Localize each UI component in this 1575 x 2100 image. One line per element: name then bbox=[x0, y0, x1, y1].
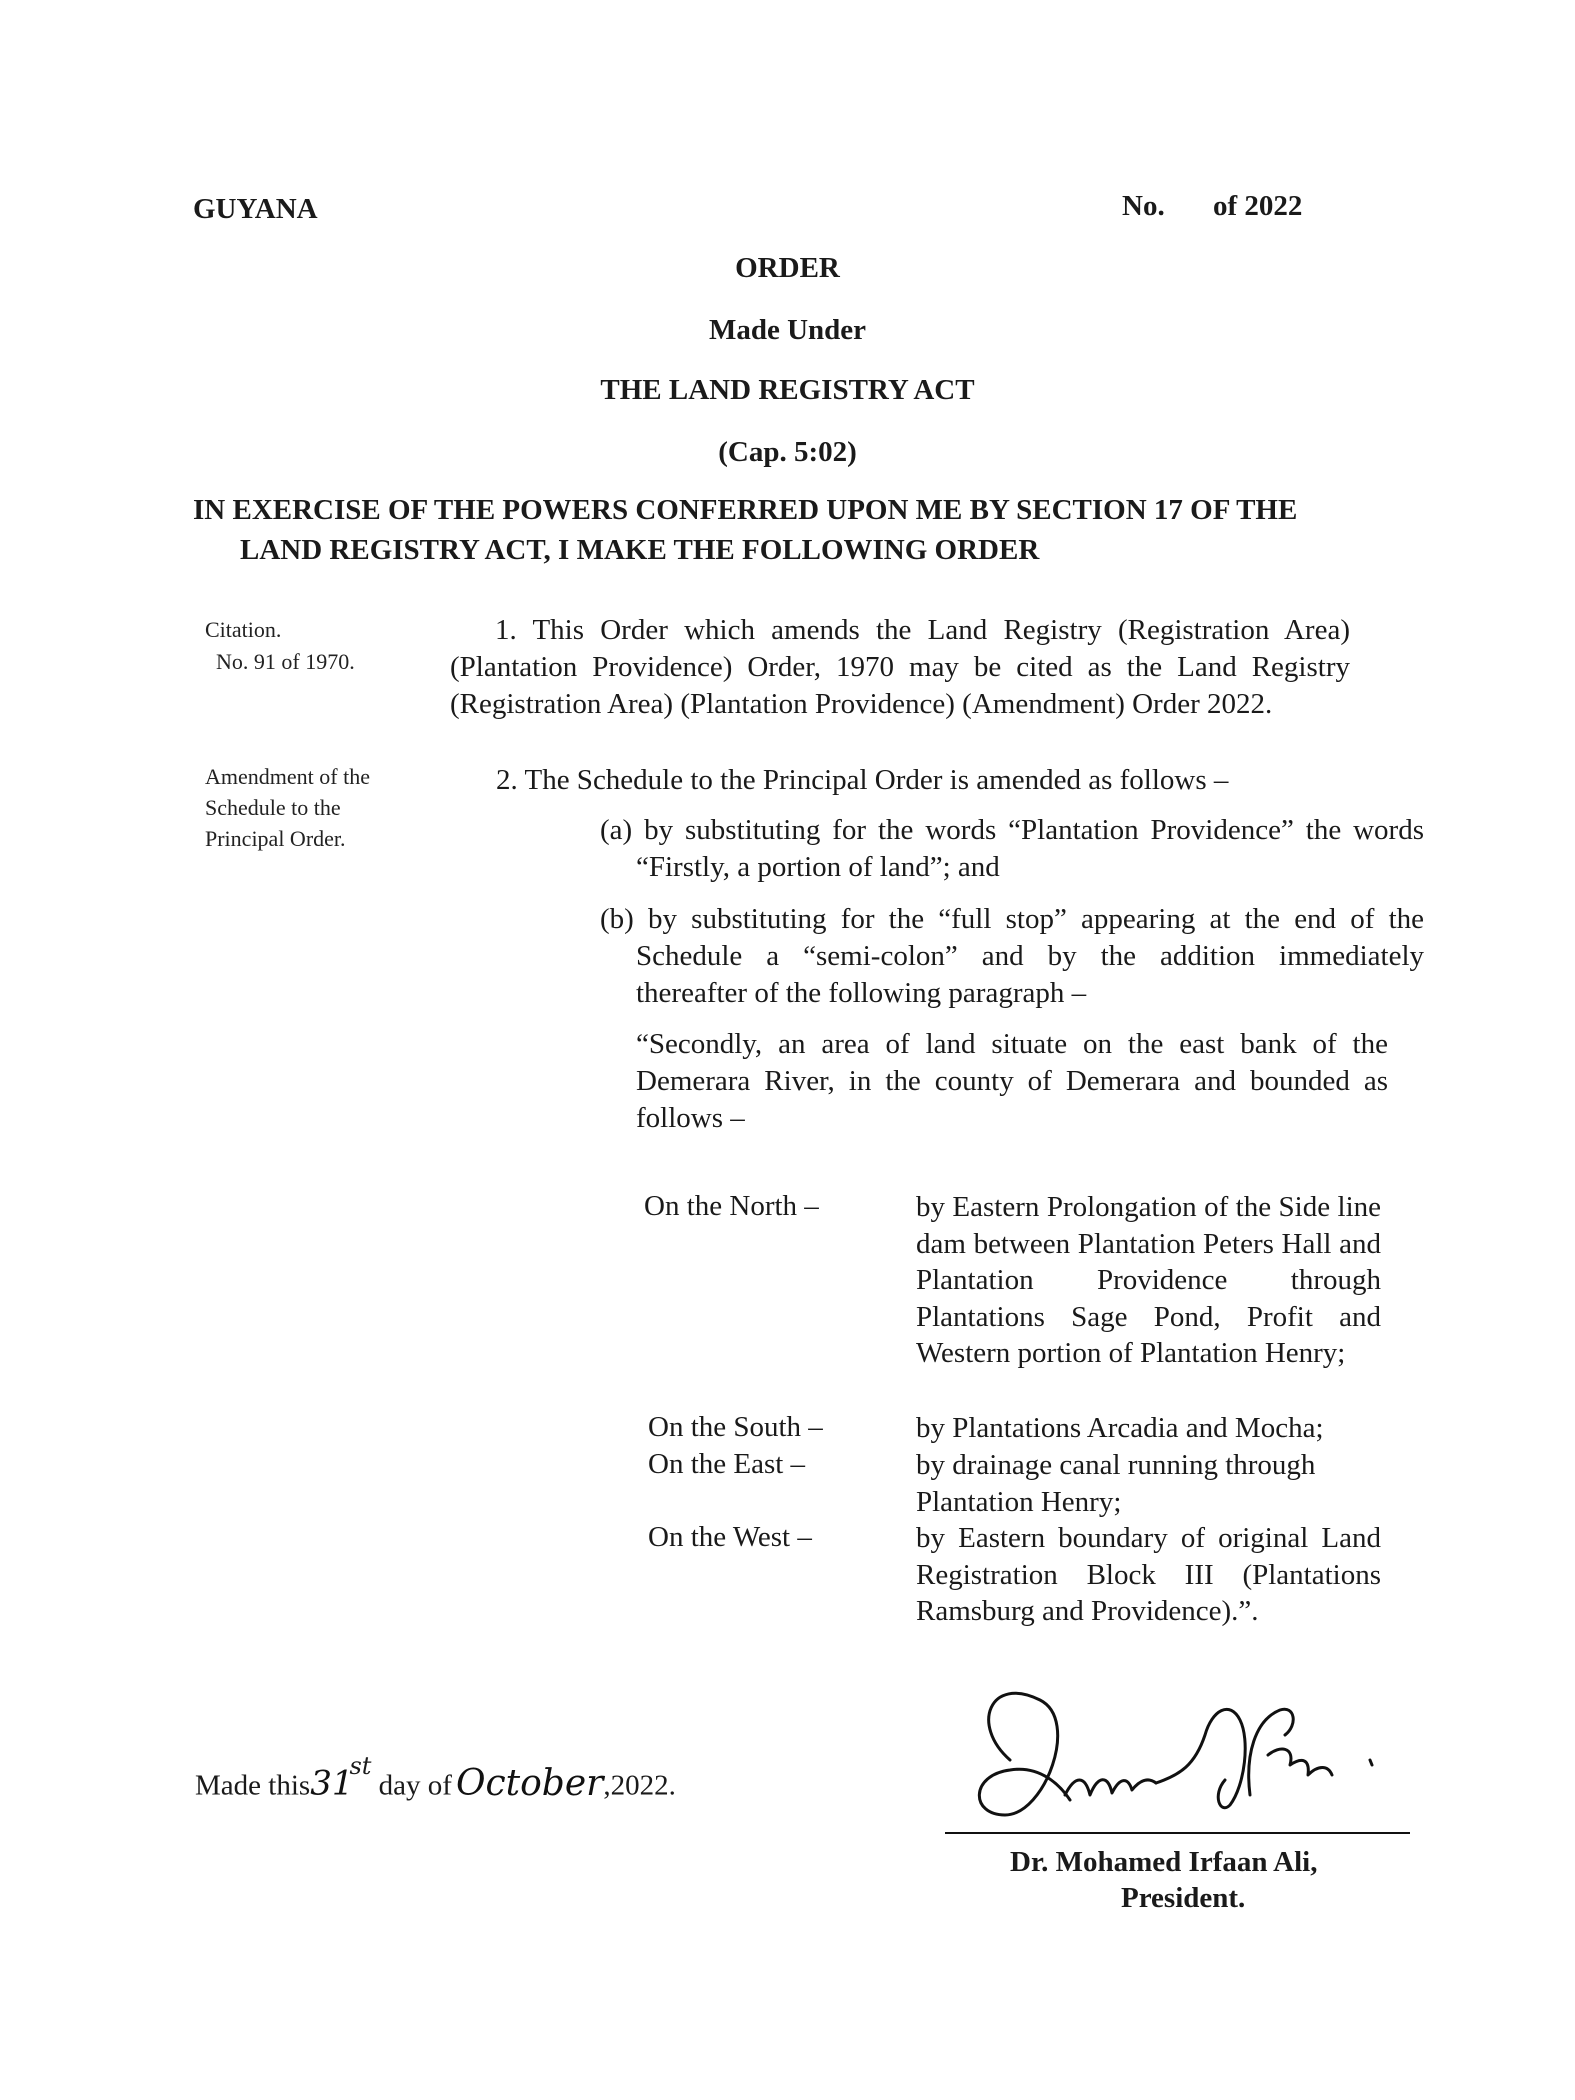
boundary-north-label: On the North – bbox=[644, 1190, 819, 1222]
made-year: ,2022. bbox=[603, 1769, 676, 1802]
president-signature bbox=[950, 1665, 1420, 1835]
margin-note-citation: Citation. bbox=[205, 617, 282, 642]
handwritten-month: October bbox=[455, 1762, 604, 1804]
boundary-south-text: by Plantations Arcadia and Mocha; bbox=[916, 1412, 1324, 1444]
signatory-name: Dr. Mohamed Irfaan Ali, bbox=[1010, 1846, 1318, 1878]
country-name: GUYANA bbox=[193, 193, 318, 225]
signatory-title: President. bbox=[1121, 1882, 1246, 1914]
preamble-line-2: LAND REGISTRY ACT, I MAKE THE FOLLOWING ORDER bbox=[240, 534, 1040, 566]
section-2-intro: 2. The Schedule to the Principal Order is amended as follows – bbox=[496, 764, 1229, 796]
signature-line bbox=[945, 1832, 1410, 1834]
section-1-text: 1. This Order which amends the Land Registry (Registration Area) (Plantation Providence) Order, 1970 may be cited as the Land Registry (Registration Area) (Plantation Providence) (Amendment) Order 2022. bbox=[450, 614, 1350, 720]
boundary-east-text: by drainage canal running through Plantation Henry; bbox=[916, 1449, 1316, 1518]
boundary-north-text: by Eastern Prolongation of the Side line dam between Plantation Peters Hall and Plantation Providence through Plantations Sage Pond, Profit and Western portion of Plantation Henry; bbox=[916, 1191, 1381, 1369]
boundary-west-text: by Eastern boundary of original Land Registration Block III (Plantations Ramsburg and Providence).”. bbox=[916, 1522, 1381, 1627]
boundary-west-label: On the West – bbox=[648, 1521, 812, 1553]
cap-reference: (Cap. 5:02) bbox=[718, 436, 857, 468]
order-title: ORDER bbox=[735, 252, 840, 284]
made-date-line bbox=[195, 1752, 676, 1804]
made-prefix: Made this bbox=[195, 1769, 311, 1802]
margin-note-reference: No. 91 of 1970. bbox=[216, 649, 355, 674]
order-year-label: of 2022 bbox=[1213, 190, 1303, 222]
made-under-line: Made Under bbox=[708, 314, 867, 346]
handwritten-day-suffix: st bbox=[349, 1752, 372, 1780]
made-middle: day of bbox=[378, 1769, 452, 1802]
section-2-quote: “Secondly, an area of land situate on the east bank of the Demerara River, in the county of Demerara and bounded as follows – bbox=[636, 1028, 1388, 1134]
order-number-label: No. bbox=[1122, 190, 1165, 222]
margin-note-amendment: Amendment of the Schedule to the Principal Order. bbox=[205, 764, 370, 851]
handwritten-day: 31 bbox=[310, 1763, 354, 1804]
section-2-para-b: (b) by substituting for the “full stop” appearing at the end of the Schedule a “semi-colon” and by the addition immediately thereafter of the following paragraph – bbox=[600, 903, 1424, 1009]
boundary-south-label: On the South – bbox=[648, 1411, 823, 1443]
preamble-line-1: IN EXERCISE OF THE POWERS CONFERRED UPON ME BY SECTION 17 OF THE bbox=[193, 494, 1298, 526]
section-2-para-a: (a) by substituting for the words “Plantation Providence” the words “Firstly, a portion of land”; and bbox=[600, 814, 1424, 883]
act-title: THE LAND REGISTRY ACT bbox=[600, 374, 975, 406]
boundary-east-label: On the East – bbox=[648, 1448, 806, 1480]
